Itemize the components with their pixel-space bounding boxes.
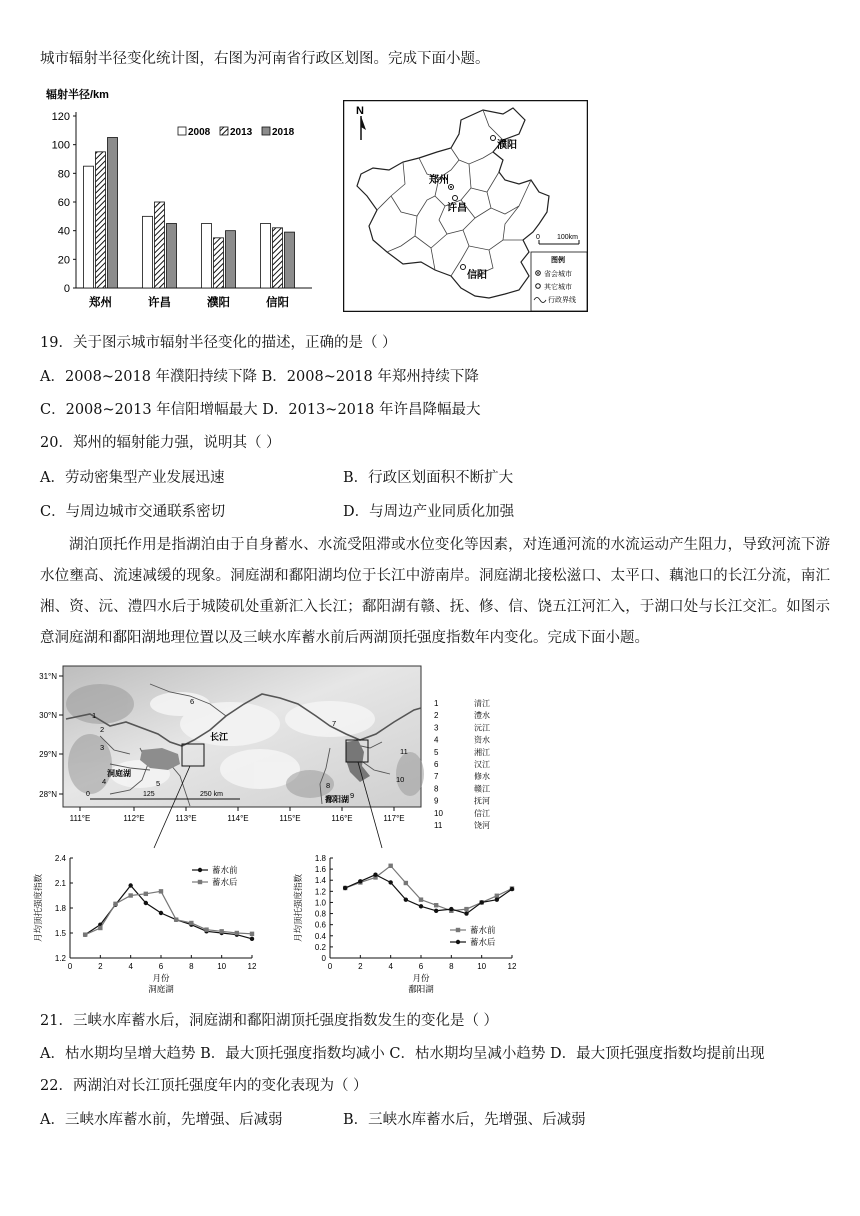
bar-y-tick-label: 100 <box>51 139 70 152</box>
point-蓄水后 <box>358 879 362 883</box>
y-tick-label: 1.4 <box>314 876 326 886</box>
lon-label: 116°E <box>331 814 353 823</box>
bar-legend-swatch <box>220 127 228 135</box>
series-line-蓄水后 <box>345 875 512 914</box>
point-蓄水后 <box>128 893 132 897</box>
river-legend-num: 1 <box>434 699 439 708</box>
bar-y-tick-label: 0 <box>63 283 70 295</box>
point-蓄水后 <box>219 929 223 933</box>
lat-label: 30°N <box>39 711 57 720</box>
q19-options-cd: C．2008~2013 年信阳增幅最大 D．2013~2018 年许昌降幅最大 <box>40 402 481 418</box>
poyang-line-chart <box>290 850 530 1000</box>
svg-text:125: 125 <box>143 791 155 798</box>
river-legend-name: 湘江 <box>474 747 490 757</box>
bar-legend-swatch <box>262 127 270 135</box>
point-蓄水后 <box>189 921 193 925</box>
lon-label: 115°E <box>279 814 301 823</box>
x-tick-label: 12 <box>247 962 257 971</box>
x-axis-title: 月份 <box>152 973 170 983</box>
point-蓄水后 <box>388 880 392 884</box>
lon-label: 113°E <box>175 814 197 823</box>
x-tick-label: 6 <box>418 962 424 971</box>
city-xuchang-marker <box>453 196 458 201</box>
lake-label-dongting: 洞庭湖 <box>107 769 131 778</box>
y-tick-label: 1.2 <box>314 887 326 897</box>
point-蓄水后 <box>250 932 254 936</box>
svg-text:行政界线: 行政界线 <box>548 297 576 304</box>
legend-marker <box>198 868 202 872</box>
x-tick-label: 0 <box>327 962 333 971</box>
city-zhengzhou-marker <box>449 185 454 190</box>
legend-marker <box>198 880 202 884</box>
x-tick-label: 8 <box>449 962 454 971</box>
river-number: 7 <box>332 719 337 728</box>
y-tick-label: 1.0 <box>314 898 326 908</box>
q22-option-b: B．三峡水库蓄水后，先增强、后减弱 <box>343 1112 586 1128</box>
q19-stem: 19．关于图示城市辐射半径变化的描述，正确的是（ ） <box>40 335 397 351</box>
q20-option-b: B．行政区划面积不断扩大 <box>343 470 514 486</box>
legend-marker <box>456 940 460 944</box>
city-label: 濮阳 <box>497 140 517 151</box>
bar-2013-郑州 <box>96 152 106 288</box>
lat-label: 28°N <box>39 790 57 799</box>
bar-2008-信阳 <box>261 224 271 289</box>
q20-option-c: C．与周边城市交通联系密切 <box>40 504 226 520</box>
x-tick-label: 4 <box>128 962 133 971</box>
q21-options: A．枯水期均呈增大趋势 B．最大顶托强度指数均减小 C．枯水期均呈减小趋势 D．最大顶托强度指数均提前出现 <box>40 1046 765 1062</box>
y-tick-label: 0.4 <box>314 931 326 941</box>
river-legend-name: 信江 <box>474 808 490 818</box>
y-tick-label: 1.8 <box>314 854 326 863</box>
q21-stem: 21．三峡水库蓄水后，洞庭湖和鄱阳湖顶托强度指数发生的变化是（ ） <box>40 1013 499 1029</box>
point-蓄水后 <box>373 872 377 876</box>
y-tick-label: 1.5 <box>54 929 66 938</box>
bar-2018-郑州 <box>108 138 118 289</box>
svg-text:250 km: 250 km <box>200 791 223 798</box>
bar-2018-濮阳 <box>226 231 236 288</box>
river-legend-name: 赣江 <box>474 784 490 794</box>
city-xinyang-marker <box>461 265 466 270</box>
point-蓄水后 <box>174 917 178 921</box>
y-tick-label: 2.1 <box>54 879 66 888</box>
bar-2008-郑州 <box>84 166 94 288</box>
lat-label: 31°N <box>39 672 57 681</box>
point-蓄水前 <box>419 897 423 901</box>
x-tick-label: 10 <box>217 962 227 971</box>
y-axis-title: 月均顶托强度指数 <box>293 873 303 943</box>
point-蓄水后 <box>343 886 347 890</box>
lon-label: 112°E <box>123 814 145 823</box>
x-tick-label: 8 <box>189 962 194 971</box>
river-legend-name: 澧水 <box>474 711 490 721</box>
y-tick-label: 1.8 <box>54 904 66 913</box>
y-tick-label: 2.4 <box>54 854 66 863</box>
river-number: 11 <box>400 747 408 756</box>
bar-y-tick-label: 120 <box>51 111 70 123</box>
point-蓄水后 <box>479 900 483 904</box>
series-line-蓄水后 <box>85 891 252 934</box>
point-蓄水前 <box>388 864 392 868</box>
bar-legend-label: 2008 <box>188 127 211 138</box>
point-蓄水后 <box>464 911 468 915</box>
svg-text:0: 0 <box>86 791 90 798</box>
city-puyang-marker <box>491 136 496 141</box>
lon-label: 111°E <box>69 814 91 823</box>
river-number: 5 <box>156 779 161 788</box>
river-legend-num: 9 <box>434 796 439 806</box>
point-蓄水前 <box>464 907 468 911</box>
y-tick-label: 1.6 <box>314 865 326 875</box>
point-蓄水前 <box>128 883 132 887</box>
bar-legend-label: 2018 <box>272 127 295 138</box>
river-legend-num: 7 <box>434 772 439 782</box>
bar-legend-swatch <box>178 127 186 135</box>
river-legend-num: 8 <box>434 784 439 794</box>
bar-y-tick-label: 20 <box>57 254 70 267</box>
legend-label: 蓄水后 <box>212 877 238 887</box>
x-tick-label: 4 <box>388 962 393 971</box>
river-number: 9 <box>350 791 355 800</box>
point-蓄水前 <box>404 881 408 885</box>
lon-label: 117°E <box>383 814 405 823</box>
point-蓄水后 <box>510 887 514 891</box>
river-label-part: 长江 <box>210 732 229 742</box>
x-tick-label: 0 <box>67 962 73 971</box>
svg-text:100km: 100km <box>557 234 579 241</box>
point-蓄水后 <box>83 932 87 936</box>
x-tick-label: 6 <box>158 962 164 971</box>
legend-marker <box>456 928 460 932</box>
bar-2013-信阳 <box>273 228 283 288</box>
point-蓄水后 <box>495 897 499 901</box>
radius-bar-chart <box>40 84 320 316</box>
legend-label: 蓄水前 <box>212 865 238 875</box>
q22-option-a: A．三峡水库蓄水前，先增强、后减弱 <box>40 1112 283 1128</box>
river-legend-name: 资水 <box>474 735 490 745</box>
point-蓄水后 <box>144 892 148 896</box>
bar-category-label: 信阳 <box>266 297 289 309</box>
y-tick-label: 1.2 <box>54 954 66 963</box>
bar-2018-许昌 <box>167 224 177 289</box>
river-legend-name: 抚河 <box>474 796 490 806</box>
y-tick-label: 0.6 <box>314 920 326 930</box>
point-蓄水后 <box>204 927 208 931</box>
bar-y-tick-label: 40 <box>57 225 70 238</box>
point-蓄水后 <box>404 897 408 901</box>
bar-2018-信阳 <box>285 232 295 288</box>
bar-category-label: 濮阳 <box>207 297 230 309</box>
river-number: 8 <box>326 781 331 790</box>
svg-text:其它城市: 其它城市 <box>544 284 572 291</box>
y-axis-title: 月均顶托强度指数 <box>33 873 43 943</box>
river-legend-name: 汉江 <box>474 760 490 769</box>
bar-2013-濮阳 <box>214 238 224 288</box>
river-legend-name: 清江 <box>474 699 490 708</box>
point-蓄水前 <box>159 911 163 915</box>
q20-option-d: D．与周边产业同质化加强 <box>343 504 515 520</box>
lake-label-poyang: 鄱阳湖 <box>325 795 349 804</box>
bar-category-label: 郑州 <box>89 297 112 309</box>
city-label: 郑州 <box>429 175 449 186</box>
river-legend-num: 4 <box>434 735 439 745</box>
bar-2008-许昌 <box>143 216 153 288</box>
map-legend-box <box>531 252 587 311</box>
chart-caption: 鄱阳湖 <box>408 984 434 994</box>
dongting-line-chart <box>30 850 270 1000</box>
bar-legend-label: 2013 <box>230 127 253 138</box>
legend-label: 蓄水前 <box>470 925 496 935</box>
river-number: 4 <box>102 777 107 786</box>
river-legend-num: 6 <box>434 760 439 769</box>
river-legend-num: 3 <box>434 723 439 733</box>
river-legend-num: 11 <box>434 821 443 830</box>
point-蓄水前 <box>495 894 499 898</box>
river-number: 6 <box>190 697 195 706</box>
point-蓄水后 <box>434 909 438 913</box>
legend-label: 蓄水后 <box>470 937 496 947</box>
point-蓄水后 <box>113 902 117 906</box>
river-legend-num: 10 <box>434 808 443 818</box>
x-tick-label: 2 <box>98 962 103 971</box>
y-tick-label: 0.8 <box>314 909 326 919</box>
river-number: 2 <box>100 725 105 734</box>
lat-label: 29°N <box>39 750 57 759</box>
bar-y-tick-label: 60 <box>57 197 70 209</box>
q20-option-a: A．劳动密集型产业发展迅速 <box>40 470 225 486</box>
river-legend-name: 修水 <box>474 772 490 782</box>
q20-stem: 20．郑州的辐射能力强，说明其（ ） <box>40 435 281 451</box>
point-蓄水后 <box>419 904 423 908</box>
svg-text:图例: 图例 <box>551 257 565 264</box>
river-legend-num: 2 <box>434 711 439 721</box>
river-number: 3 <box>100 743 105 752</box>
point-蓄水前 <box>144 901 148 905</box>
river-legend-num: 5 <box>434 747 439 757</box>
x-axis-title: 月份 <box>412 973 430 983</box>
river-legend-name: 饶河 <box>474 821 490 830</box>
bar-2008-濮阳 <box>202 224 212 289</box>
point-蓄水前 <box>250 937 254 941</box>
intro-line: 城市辐射半径变化统计图，右图为河南省行政区划图。完成下面小题。 <box>40 51 490 67</box>
y-tick-label: 0.2 <box>314 942 326 952</box>
bar-y-axis-title: 辐射半径/km <box>46 89 109 101</box>
x-tick-label: 10 <box>477 962 487 971</box>
bar-category-label: 许昌 <box>148 297 171 309</box>
q22-stem: 22．两湖泊对长江顶托强度年内的变化表现为（ ） <box>40 1078 368 1094</box>
point-蓄水后 <box>235 931 239 935</box>
henan-admin-map <box>343 100 588 312</box>
x-tick-label: 2 <box>358 962 363 971</box>
lakes-location-map <box>30 664 510 850</box>
series-line-蓄水前 <box>345 866 512 911</box>
chart-caption: 洞庭湖 <box>148 984 174 994</box>
point-蓄水后 <box>449 907 453 911</box>
lon-label: 114°E <box>227 814 249 823</box>
passage: 湖泊顶托作用是指湖泊由于自身蓄水、水流受阻滞或水位变化等因素，对连通河流的水流运动产生阻力，导致河流下游水位壅高、流速减缓的现象。洞庭湖和鄱阳湖均位于长江中游南岸。洞庭湖北接松滋口、太平口、藕池口的长江分流，南汇湘、资、沅、澧四水后于城陵矶处重新汇入长江；鄱阳湖有赣、抚、修、信、饶五江河汇入，于湖口处与长江交汇。如图示意洞庭湖和鄱阳湖地理位置以及三峡水库蓄水前后两湖顶托强度指数年内变化。完成下面小题。 <box>40 537 830 646</box>
north-label: N <box>356 105 364 117</box>
x-tick-label: 12 <box>507 962 517 971</box>
river-legend-name: 沅江 <box>474 723 490 733</box>
city-label: 许昌 <box>447 203 467 214</box>
point-蓄水后 <box>98 926 102 930</box>
y-tick-label: 0 <box>321 954 326 963</box>
bar-2013-许昌 <box>155 202 165 288</box>
svg-text:省会城市: 省会城市 <box>544 271 572 278</box>
point-蓄水前 <box>434 903 438 907</box>
bar-y-tick-label: 80 <box>57 168 70 181</box>
svg-text:0: 0 <box>536 234 540 241</box>
river-number: 10 <box>396 775 405 784</box>
point-蓄水后 <box>159 889 163 893</box>
river-number: 1 <box>92 711 97 720</box>
q19-options-ab: A．2008~2018 年濮阳持续下降 B．2008~2018 年郑州持续下降 <box>40 369 479 385</box>
city-label: 信阳 <box>467 270 487 281</box>
